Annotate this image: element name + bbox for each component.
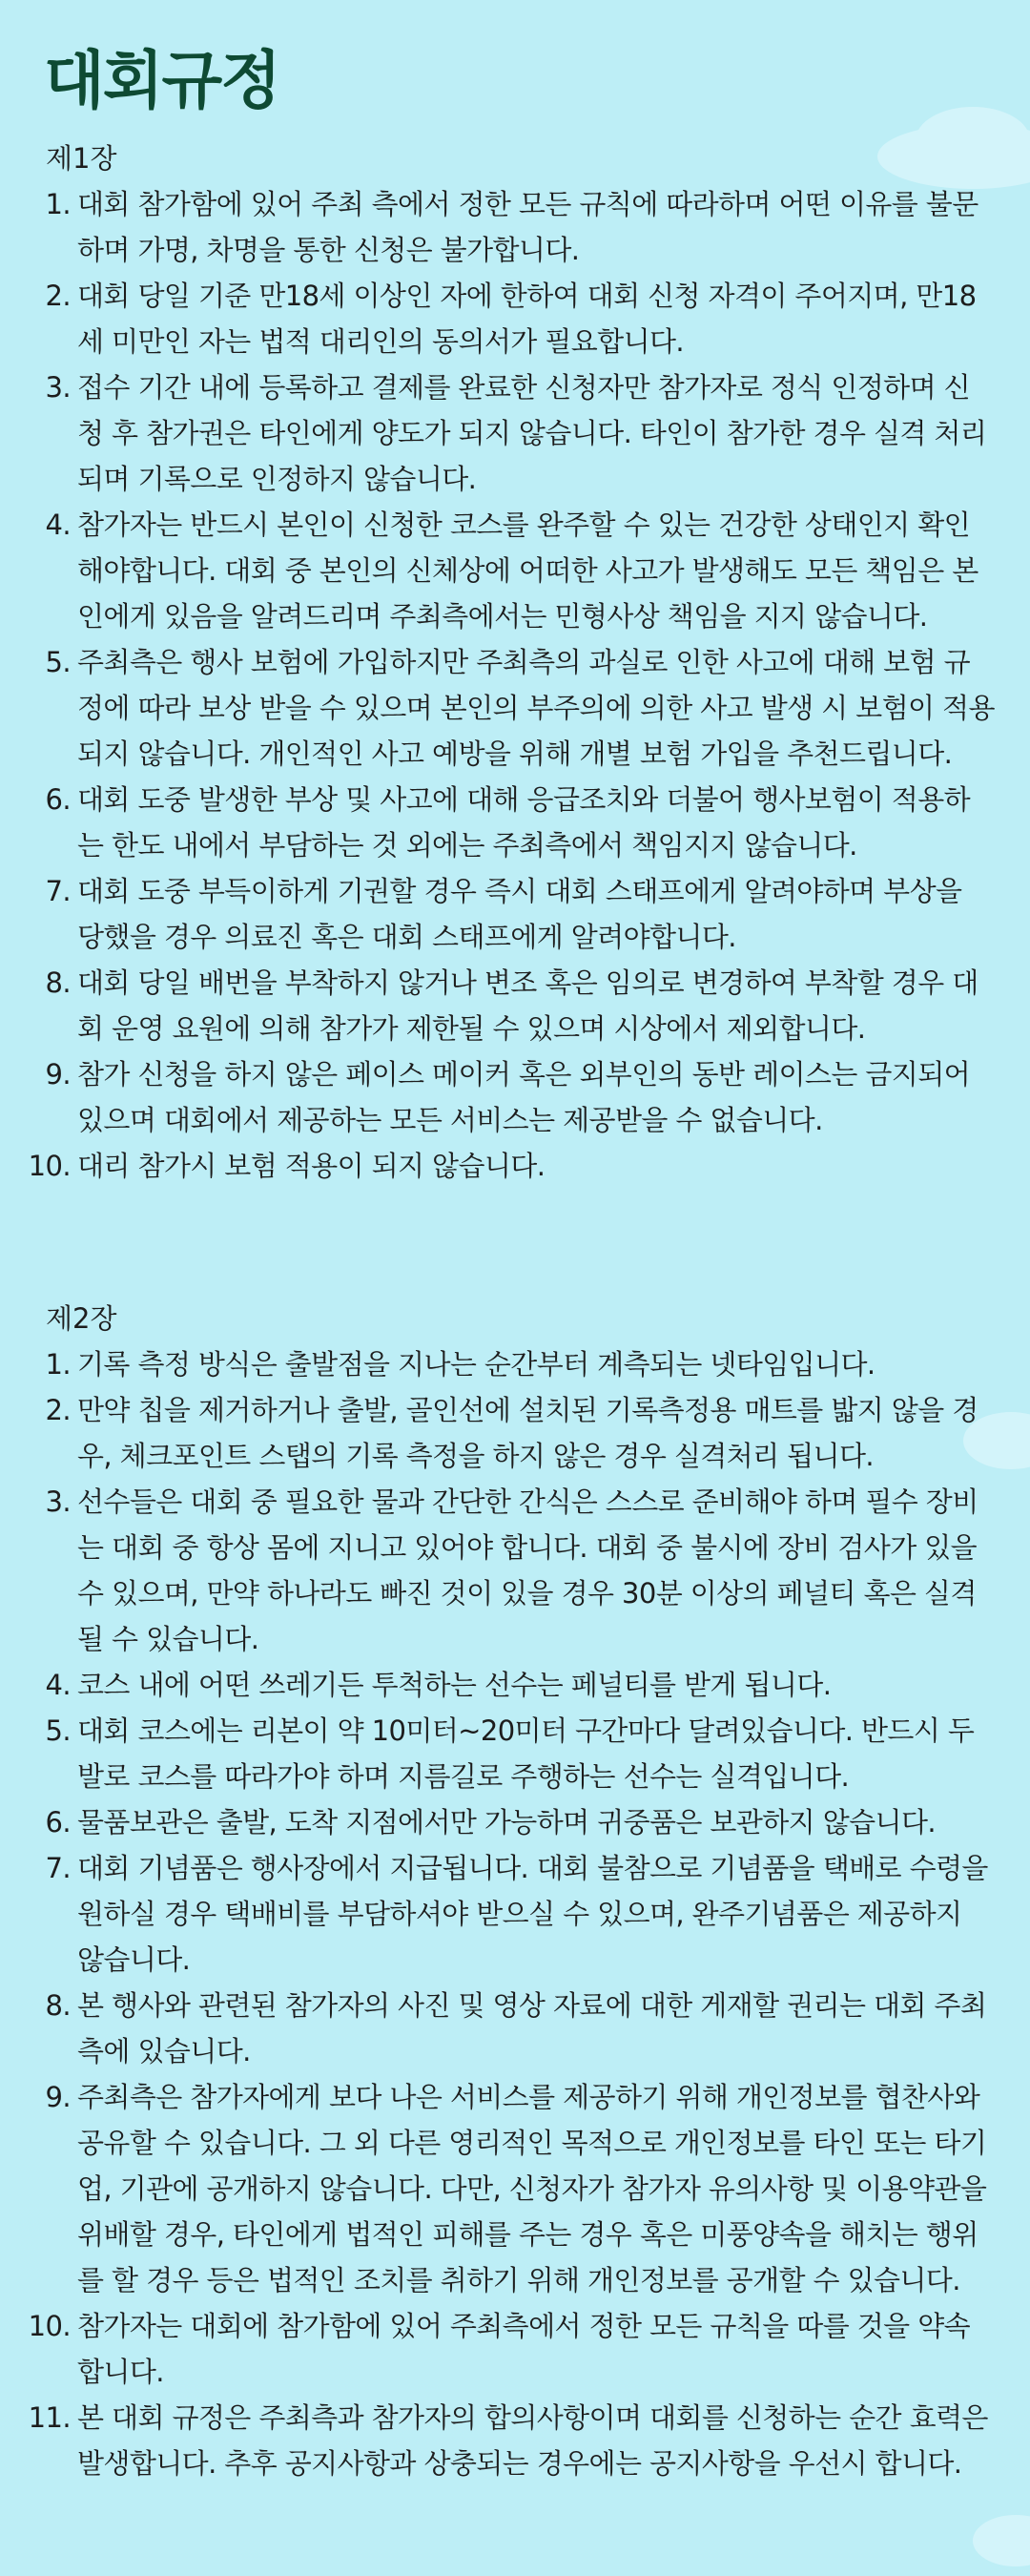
rule-item — [0, 2303, 1030, 2395]
rule-item — [0, 502, 1030, 639]
rule-text: 대회 코스에는 리본이 약 10미터~20미터 구간마다 달려있습니다. 반드시 두 발로 코스를 따라가야 하며 지름길로 주행하는 선수는 실격입니다. — [77, 1714, 975, 1793]
rule-text: 대회 도중 발생한 부상 및 사고에 대해 응급조치와 더불어 행사보험이 적용하는 한도 내에서 부담하는 것 외에는 주최측에서 책임지지 않습니다. — [77, 783, 971, 862]
rule-item — [0, 1143, 1030, 1189]
rule-number: 4. — [45, 1669, 71, 1701]
rule-text: 참가 신청을 하지 않은 페이스 메이커 혹은 외부인의 동반 레이스는 금지되어있으며 대회에서 제공하는 모든 서비스는 제공받을 수 없습니다. — [77, 1058, 971, 1136]
rule-text: 본 행사와 관련된 참가자의 사진 및 영상 자료에 대한 게재할 권리는 대회 주최측에 있습니다. — [77, 1989, 987, 2067]
rule-text: 참가자는 대회에 참가함에 있어 주최측에서 정한 모든 규칙을 따를 것을 약속합니다. — [77, 2310, 971, 2388]
rule-item — [0, 1983, 1030, 2074]
rule-number: 4. — [45, 509, 71, 541]
rule-number: 8. — [45, 966, 71, 999]
page-title: 대회규정 — [44, 44, 280, 117]
rule-item — [0, 1799, 1030, 1845]
rule-item — [0, 1845, 1030, 1983]
rule-number: 9. — [45, 1058, 71, 1091]
rule-text: 본 대회 규정은 주최측과 참가자의 합의사항이며 대회를 신청하는 순간 효력은 발생합니다. 추후 공지사항과 상충되는 경우에는 공지사항을 우선시 합니다. — [77, 2401, 988, 2480]
rule-number: 1. — [45, 188, 71, 220]
rule-number: 5. — [45, 1714, 71, 1747]
rules-list — [0, 181, 1030, 1189]
rule-item — [0, 1341, 1030, 1387]
rules-list — [0, 1341, 1030, 2486]
rule-number: 10. — [28, 1150, 71, 1182]
rule-number: 9. — [45, 2081, 71, 2113]
rule-number: 6. — [45, 1806, 71, 1839]
rule-item — [0, 960, 1030, 1051]
rule-number: 7. — [45, 875, 71, 907]
rule-item — [0, 2074, 1030, 2303]
rule-number: 8. — [45, 1989, 71, 2022]
rule-number: 2. — [45, 280, 71, 312]
rule-text: 참가자는 반드시 본인이 신청한 코스를 완주할 수 있는 건강한 상태인지 확인해야합니다. 대회 중 본인의 신체상에 어떠한 사고가 발생해도 모든 책임은 본인에게 있음을 알려드리며 주최측에서는 민형사상 책임을 지지 않습니다. — [77, 509, 978, 633]
rule-text: 대회 당일 기준 만18세 이상인 자에 한하여 대회 신청 자격이 주어지며, 만18세 미만인 자는 법적 대리인의 동의서가 필요합니다. — [77, 280, 977, 358]
rule-item — [0, 1708, 1030, 1799]
rule-text: 기록 측정 방식은 출발점을 지나는 순간부터 계측되는 넷타임입니다. — [77, 1348, 876, 1381]
rule-text: 선수들은 대회 중 필요한 물과 간단한 간식은 스스로 준비해야 하며 필수 장비는 대회 중 항상 몸에 지니고 있어야 합니다. 대회 중 불시에 장비 검사가 있을 수 있으며, 만약 하나라도 빠진 것이 있을 경우 30분 이상의 페널티 혹은 실격 될 수 있습니다. — [77, 1485, 978, 1655]
rule-number: 6. — [45, 783, 71, 816]
rule-item — [0, 1387, 1030, 1479]
rule-text: 주최측은 행사 보험에 가입하지만 주최측의 과실로 인한 사고에 대해 보험 규정에 따라 보상 받을 수 있으며 본인의 부주의에 의한 사고 발생 시 보험이 적용되지 않습니다. 개인적인 사고 예방을 위해 개별 보험 가입을 추천드립니다. — [77, 646, 995, 770]
rule-item — [0, 273, 1030, 364]
rule-number: 10. — [28, 2310, 71, 2342]
rule-item — [0, 1051, 1030, 1143]
rule-number: 3. — [45, 1485, 71, 1518]
rule-text: 만약 칩을 제거하거나 출발, 골인선에 설치된 기록측정용 매트를 밟지 않을 경우, 체크포인트 스탭의 기록 측정을 하지 않은 경우 실격처리 됩니다. — [77, 1394, 978, 1472]
rule-number: 5. — [45, 646, 71, 678]
rule-number: 3. — [45, 371, 71, 404]
rule-item — [0, 181, 1030, 273]
rule-item — [0, 364, 1030, 502]
rule-number: 2. — [45, 1394, 71, 1426]
rule-text: 대회 기념품은 행사장에서 지급됩니다. 대회 불참으로 기념품을 택배로 수령을 원하실 경우 택배비를 부담하셔야 받으실 수 있으며, 완주기념품은 제공하지 않습니다. — [77, 1852, 988, 1976]
rule-text: 주최측은 참가자에게 보다 나은 서비스를 제공하기 위해 개인정보를 협찬사와 공유할 수 있습니다. 그 외 다른 영리적인 목적으로 개인정보를 타인 또는 타기업, 기관에 공개하지 않습니다. 다만, 신청자가 참가자 유의사항 및 이용약관을 위배할 경우, 타인에게 법적인 피해를 주는 경우 혹은 미풍양속을 해치는 행위를 할 경우 등은 법적인 조치를 취하기 위해 개인정보를 공개할 수 있습니다. — [77, 2081, 987, 2296]
chapter-heading: 제2장 — [46, 1302, 117, 1335]
rule-number: 11. — [28, 2401, 71, 2434]
rule-number: 1. — [45, 1348, 71, 1381]
chapter-2 — [0, 1296, 1030, 2486]
rule-text: 접수 기간 내에 등록하고 결제를 완료한 신청자만 참가자로 정식 인정하며 신청 후 참가권은 타인에게 양도가 되지 않습니다. 타인이 참가한 경우 실격 처리되며 기록으로 인정하지 않습니다. — [77, 371, 987, 495]
chapter-heading: 제1장 — [46, 142, 117, 175]
rule-text: 대회 참가함에 있어 주최 측에서 정한 모든 규칙에 따라하며 어떤 이유를 불문하며 가명, 차명을 통한 신청은 불가합니다. — [77, 188, 978, 266]
rule-item — [0, 777, 1030, 868]
rule-number: 7. — [45, 1852, 71, 1884]
rule-text: 코스 내에 어떤 쓰레기든 투척하는 선수는 페널티를 받게 됩니다. — [77, 1669, 832, 1701]
rule-item — [0, 1662, 1030, 1708]
rule-item — [0, 1479, 1030, 1662]
rule-item — [0, 2395, 1030, 2486]
rule-text: 대회 당일 배번을 부착하지 않거나 변조 혹은 임의로 변경하여 부착할 경우 대회 운영 요원에 의해 참가가 제한될 수 있으며 시상에서 제외합니다. — [77, 966, 978, 1045]
rule-text: 물품보관은 출발, 도착 지점에서만 가능하며 귀중품은 보관하지 않습니다. — [77, 1806, 936, 1839]
rule-item — [0, 868, 1030, 960]
chapter-1 — [0, 135, 1030, 1189]
rule-text: 대회 도중 부득이하게 기권할 경우 즉시 대회 스태프에게 알려야하며 부상을 당했을 경우 의료진 혹은 대회 스태프에게 알려야합니다. — [77, 875, 962, 953]
rule-text: 대리 참가시 보험 적용이 되지 않습니다. — [77, 1150, 546, 1182]
rule-item — [0, 639, 1030, 777]
